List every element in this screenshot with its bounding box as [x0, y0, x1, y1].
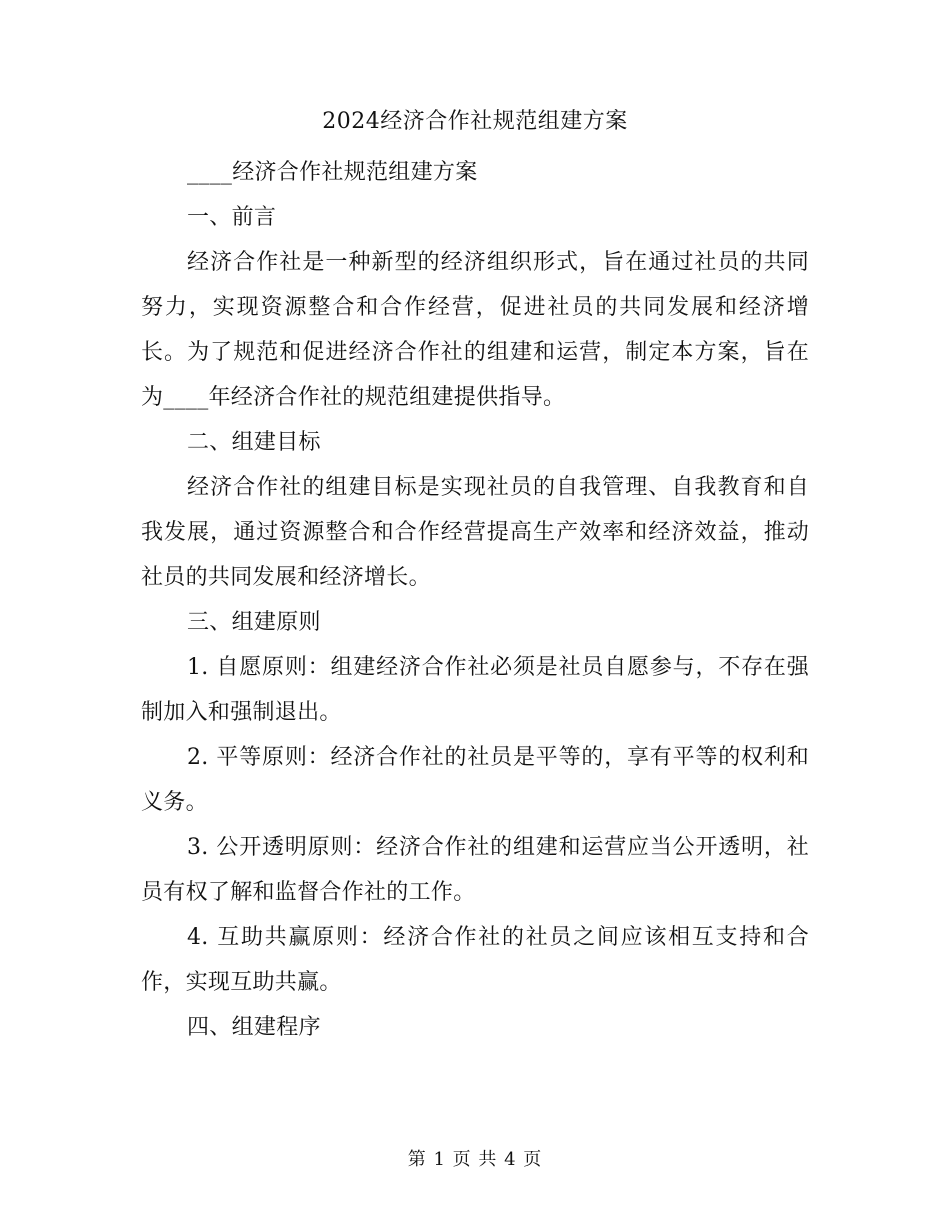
- list-item: 1. 自愿原则：组建经济合作社必须是社员自愿参与，不存在强制加入和强制退出。: [141, 655, 809, 725]
- list-item: 2. 平等原则：经济合作社的社员是平等的，享有平等的权利和义务。: [141, 745, 809, 815]
- list-item: 4. 互助共赢原则：经济合作社的社员之间应该相互支持和合作，实现互助共赢。: [141, 925, 809, 995]
- section-heading-goals: 二、组建目标: [187, 430, 321, 455]
- page-number-footer: 第 1 页 共 4 页: [407, 1149, 543, 1170]
- body-paragraph: 经济合作社是一种新型的经济组织形式，旨在通过社员的共同努力，实现资源整合和合作经营，促进社员的共同发展和经济增长。为了规范和促进经济合作社的组建和运营，制定本方案，旨在为____年经济合作社的规范组建提供指导。: [141, 250, 809, 410]
- list-item: 3. 公开透明原则：经济合作社的组建和运营应当公开透明，社员有权了解和监督合作社的工作。: [141, 835, 809, 905]
- document-body: [141, 150, 809, 1050]
- subtitle-paragraph: ____经济合作社规范组建方案: [187, 160, 478, 185]
- body-paragraph: 经济合作社的组建目标是实现社员的自我管理、自我教育和自我发展，通过资源整合和合作经营提高生产效率和经济效益，推动社员的共同发展和经济增长。: [141, 475, 809, 590]
- document-title: 2024经济合作社规范组建方案: [322, 109, 628, 134]
- section-heading-procedure: 四、组建程序: [187, 1015, 321, 1040]
- section-heading-preface: 一、前言: [187, 205, 277, 230]
- section-heading-principles: 三、组建原则: [187, 610, 321, 635]
